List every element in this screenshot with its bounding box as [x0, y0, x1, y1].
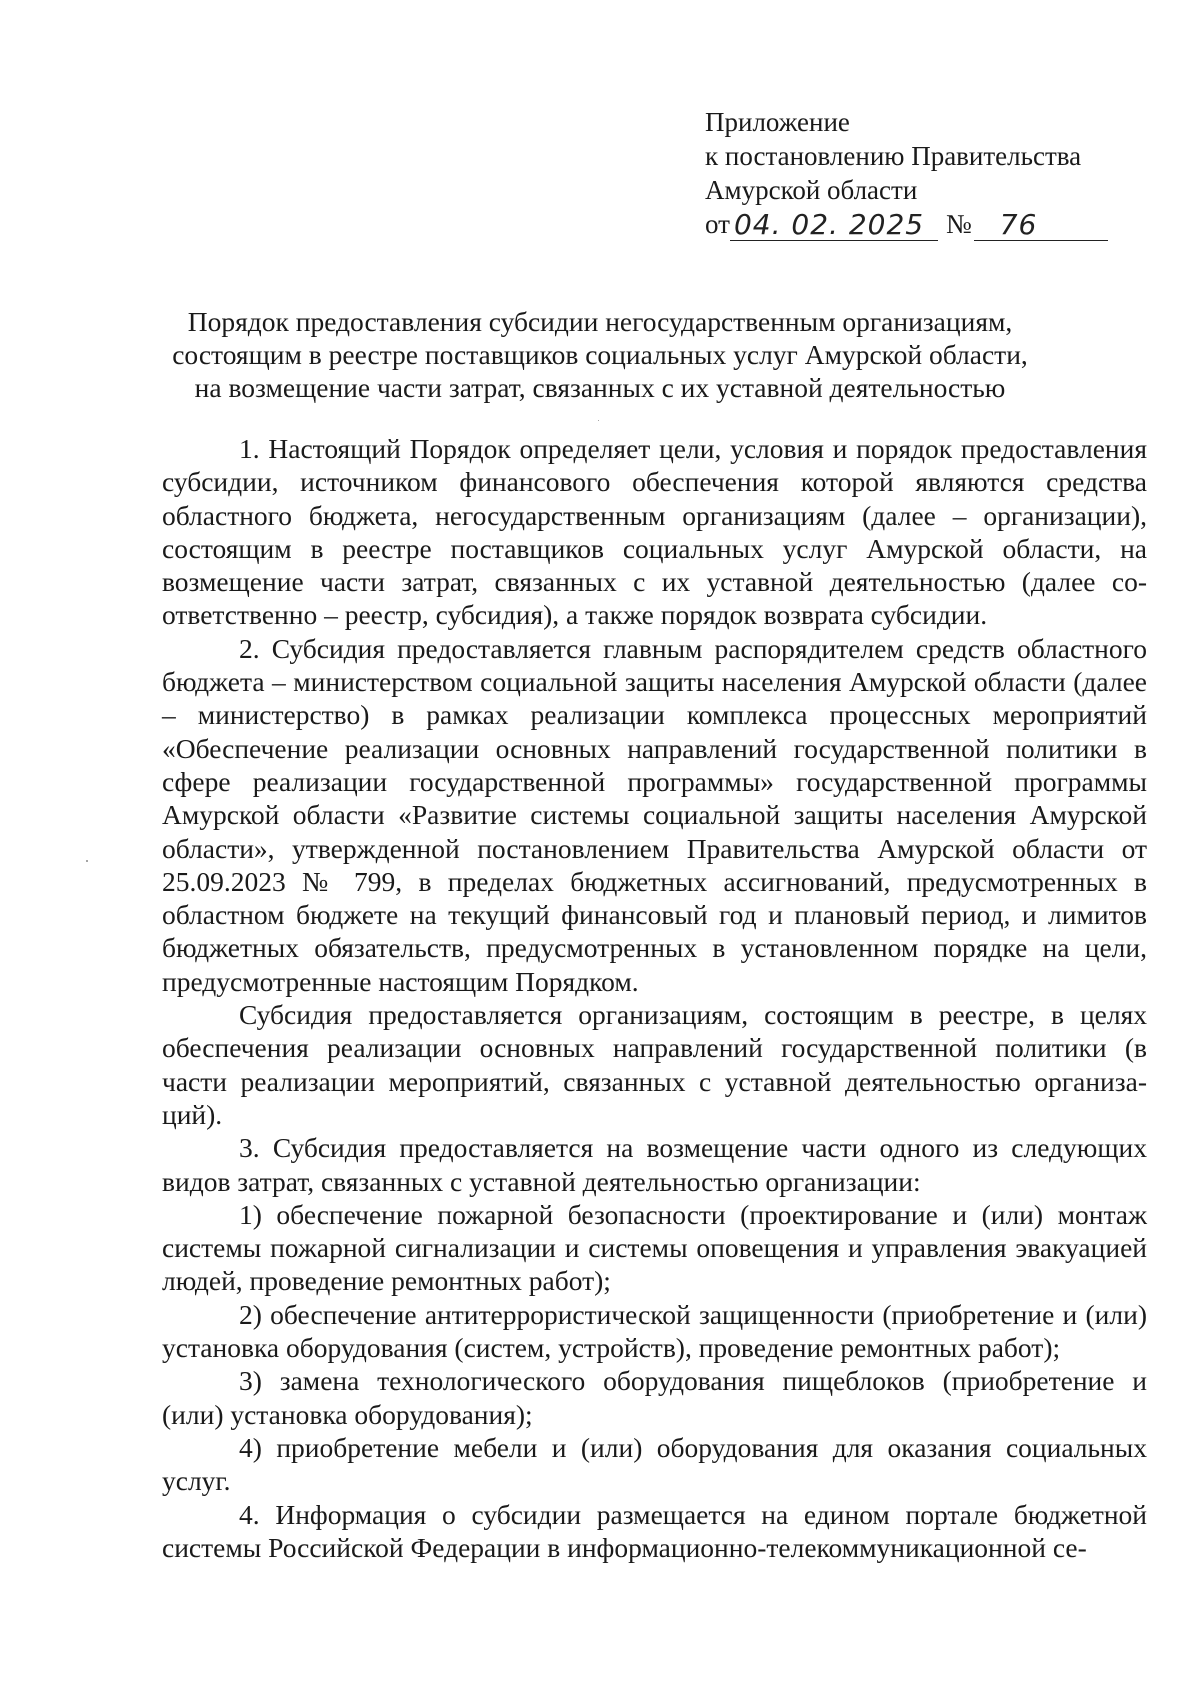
number-label: №	[945, 209, 972, 239]
handwritten-number: 76	[974, 210, 1108, 241]
paragraph-3: 3. Субсидия предоставляется на возмещение части одного из следующих видов затрат, связанных с уставной деятельностью организации:	[162, 1132, 1147, 1197]
title-line: Порядок предоставления субсидии негосударственным организациям,	[187, 306, 1013, 337]
appendix-label: Приложение	[705, 107, 850, 137]
appendix-region: Амурской области	[705, 175, 918, 205]
title-line: на возмещение части затрат, связанных с их уставной деятельностью	[194, 372, 1006, 403]
document-title	[100, 305, 1100, 404]
handwritten-date: 04. 02. 2025	[730, 210, 938, 241]
scan-speck	[598, 420, 599, 421]
paragraph-2-continued: Субсидия предоставляется организациям, состоящим в реестре, в целях обеспечения реализации основных направлений государственной политики (в части реализации мероприятий, связанных с уставной деятельностью организаций).	[162, 999, 1147, 1130]
list-item-1: 1) обеспечение пожарной безопасности (проектирование и (или) монтаж системы пожарной сигнализации и системы оповещения и управления эвакуацией людей, проведение ремонтных работ);	[162, 1198, 1147, 1297]
paragraph-2: 2. Субсидия предоставляется главным распорядителем средств областного бюджета – министерством социальной защиты населения Амурской области (далее – министерство) в рамках реализации комплекса процессных мероприятий «Обеспечение реализации основных направлений государственной политики в сфере реализации государственной программы» государственной программы Амурской области «Развитие системы социальной защиты населения Амурской области», утвержденной постановлением Правительства Амурской области от 25.09.2023 № 799, в пределах бюджетных ассигнований, предусмотренных в областном бюджете на текущий финансовый год и плановый период, и лимитов бюджетных обязательств, предусмотренных в установленном порядке на цели, предусмотренные настоящим Порядком.	[162, 632, 1147, 997]
paragraph-4: 4. Информация о субсидии размещается на едином портале бюджетной системы Российской Федерации в информационно-телекоммуникационной се-	[162, 1498, 1147, 1563]
date-prefix: от	[705, 209, 730, 239]
list-item-2: 2) обеспечение антитеррористической защищенности (приобретение и (или) установка оборудования (систем, устройств), проведение ремонтных работ);	[162, 1298, 1147, 1364]
document-body	[162, 432, 1147, 1564]
appendix-date-number	[705, 207, 1125, 241]
scan-speck	[86, 860, 88, 862]
list-item-4: 4) приобретение мебели и (или) оборудования для оказания социальных услуг.	[162, 1431, 1147, 1497]
appendix-header	[705, 105, 1125, 241]
appendix-resolution: к постановлению Правительства	[705, 141, 1082, 171]
title-line: состоящим в реестре поставщиков социальных услуг Амурской области,	[172, 339, 1028, 370]
paragraph-1: 1. Настоящий Порядок определяет цели, условия и порядок предоставления субсидии, источником финансового обеспечения которой являются средства областного бюджета, негосударственным организациям (далее – организации), состоящим в реестре поставщиков социальных услуг Амурской области, на возмещение части затрат, связанных с их уставной деятельностью (далее соответственно – реестр, субсидия), а также порядок возврата субсидии.	[162, 433, 1147, 631]
list-item-3: 3) замена технологического оборудования пищеблоков (приобретение и (или) установка оборудования);	[162, 1365, 1147, 1430]
